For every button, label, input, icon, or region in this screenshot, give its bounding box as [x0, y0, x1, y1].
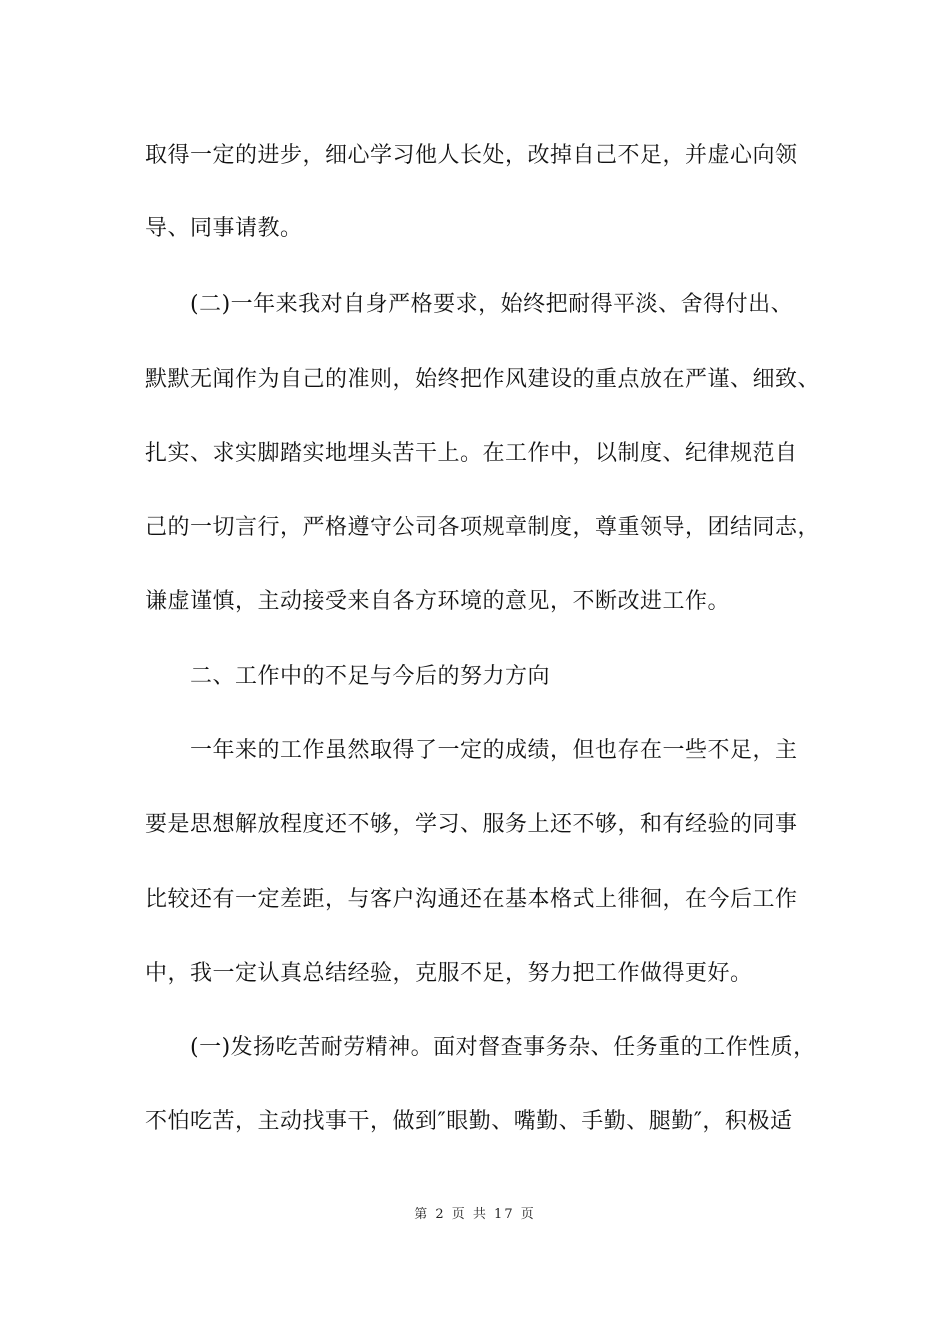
body-line-6: 己的一切言行，严格遵守公司各项规章制度，尊重领导，团结同志， — [145, 515, 821, 540]
section-heading: 二、工作中的不足与今后的努力方向 — [190, 664, 551, 689]
body-line-11: 比较还有一定差距，与客户沟通还在基本格式上徘徊，在今后工作 — [145, 887, 798, 912]
page-number-footer: 第 2 页 共 17 页 — [414, 1207, 536, 1222]
body-line-7: 谦虚谨慎，主动接受来自各方环境的意见，不断改进工作。 — [145, 589, 731, 614]
body-line-2: 导、同事请教。 — [145, 216, 303, 241]
body-line-13: (一)发扬吃苦耐劳精神。面对督查事务杂、任务重的工作性质， — [190, 1035, 816, 1060]
body-line-10: 要是思想解放程度还不够，学习、服务上还不够，和有经验的同事 — [145, 812, 798, 837]
body-line-14: 不怕吃苦，主动找事干，做到″眼勤、嘴勤、手勤、腿勤″，积极适 — [145, 1109, 793, 1134]
body-line-1: 取得一定的进步，细心学习他人长处，改掉自己不足，并虚心向领 — [145, 143, 798, 168]
body-line-4: 默默无闻作为自己的准则，始终把作风建设的重点放在严谨、细致、 — [145, 367, 821, 392]
body-line-12: 中，我一定认真总结经验，克服不足，努力把工作做得更好。 — [145, 961, 753, 986]
body-line-3: (二)一年来我对自身严格要求，始终把耐得平淡、舍得付出、 — [190, 292, 794, 317]
body-line-5: 扎实、求实脚踏实地埋头苦干上。在工作中，以制度、纪律规范自 — [145, 441, 798, 466]
body-line-9: 一年来的工作虽然取得了一定的成绩，但也存在一些不足，主 — [190, 738, 798, 763]
